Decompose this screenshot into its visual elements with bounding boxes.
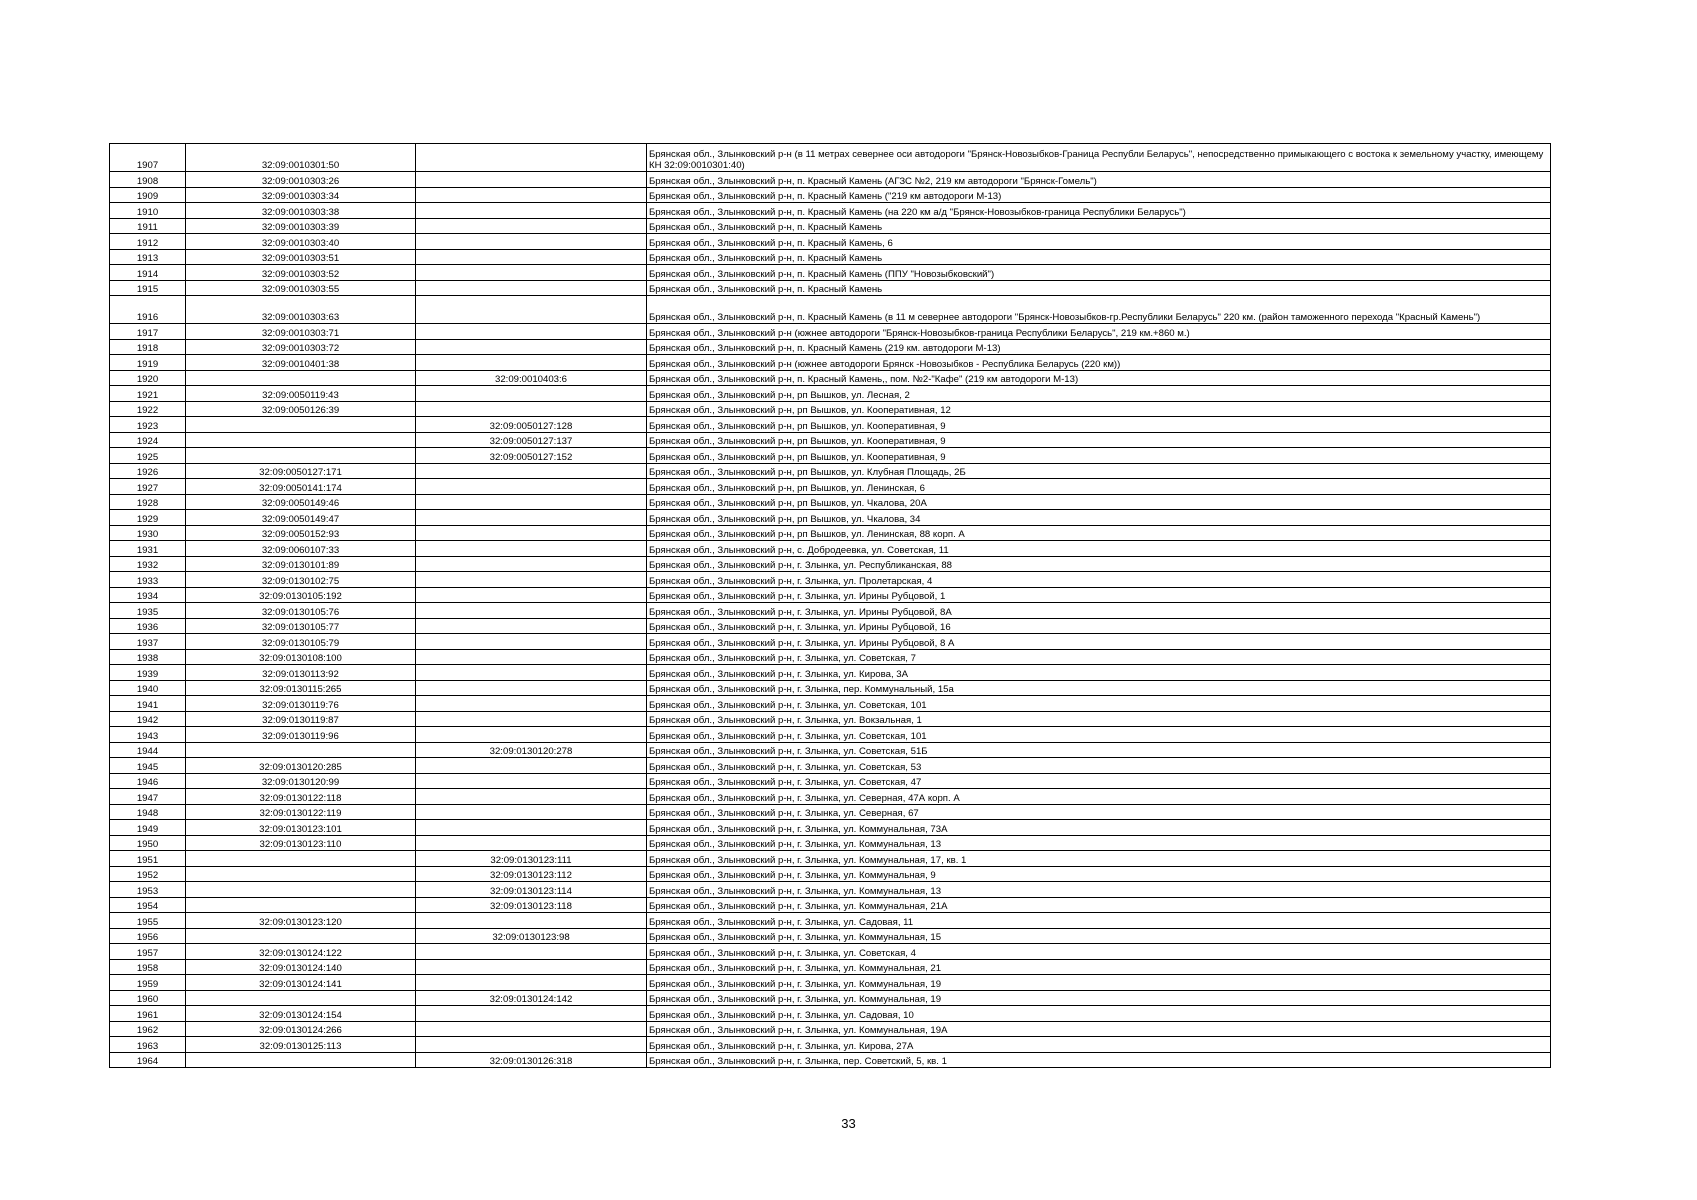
land-cadastral-number-cell: 32:09:0010303:72 [186,339,416,355]
address-cell: Брянская обл., Злынковский р-н, г. Злынка, ул. Садовая, 11 [647,913,1551,929]
object-cadastral-number-cell [416,525,647,541]
object-cadastral-number-cell [416,1037,647,1053]
address-cell: Брянская обл., Злынковский р-н, г. Злынка, ул. Ирины Рубцовой, 8 А [647,634,1551,650]
table-row [110,448,1551,464]
land-cadastral-number-cell: 32:09:0130102:75 [186,572,416,588]
address-cell: Брянская обл., Злынковский р-н, рп Вышков, ул. Ленинская, 88 корп. А [647,525,1551,541]
land-cadastral-number-cell: 32:09:0130125:113 [186,1037,416,1053]
table-row [110,758,1551,774]
land-cadastral-number-cell: 32:09:0130105:192 [186,587,416,603]
object-cadastral-number-cell [416,773,647,789]
table-row [110,324,1551,340]
row-number-cell: 1958 [110,959,186,975]
table-row [110,603,1551,619]
table-row [110,417,1551,433]
row-number-cell: 1951 [110,851,186,867]
row-number-cell: 1947 [110,789,186,805]
table-row [110,355,1551,371]
land-cadastral-number-cell: 32:09:0010303:52 [186,265,416,281]
object-cadastral-number-cell: 32:09:0130124:142 [416,990,647,1006]
address-cell: Брянская обл., Злынковский р-н, п. Красный Камень [647,280,1551,296]
table-row [110,835,1551,851]
row-number-cell: 1955 [110,913,186,929]
row-number-cell: 1909 [110,187,186,203]
table-row [110,401,1551,417]
land-cadastral-number-cell: 32:09:0010301:50 [186,144,416,172]
address-cell: Брянская обл., Злынковский р-н, г. Злынка, ул. Коммунальная, 13 [647,882,1551,898]
object-cadastral-number-cell [416,339,647,355]
land-cadastral-number-cell [186,432,416,448]
land-cadastral-number-cell [186,928,416,944]
object-cadastral-number-cell [416,587,647,603]
object-cadastral-number-cell [416,680,647,696]
land-cadastral-number-cell: 32:09:0130124:141 [186,975,416,991]
table-row [110,882,1551,898]
address-cell: Брянская обл., Злынковский р-н, г. Злынка, ул. Ирины Рубцовой, 8А [647,603,1551,619]
address-cell: Брянская обл., Злынковский р-н, рп Вышков, ул. Кооперативная, 9 [647,448,1551,464]
object-cadastral-number-cell [416,249,647,265]
table-row [110,386,1551,402]
address-cell: Брянская обл., Злынковский р-н, г. Злынка, ул. Коммунальная, 9 [647,866,1551,882]
land-cadastral-number-cell: 32:09:0130120:99 [186,773,416,789]
row-number-cell: 1932 [110,556,186,572]
object-cadastral-number-cell [416,203,647,219]
address-cell: Брянская обл., Злынковский р-н, п. Красный Камень (219 км. автодороги М-13) [647,339,1551,355]
land-cadastral-number-cell: 32:09:0010303:26 [186,172,416,188]
land-cadastral-number-cell: 32:09:0050149:46 [186,494,416,510]
land-cadastral-number-cell [186,990,416,1006]
object-cadastral-number-cell [416,758,647,774]
row-number-cell: 1964 [110,1052,186,1068]
table-row [110,203,1551,219]
table-row [110,851,1551,867]
address-cell: Брянская обл., Злынковский р-н, г. Злынка, пер. Советский, 5, кв. 1 [647,1052,1551,1068]
object-cadastral-number-cell [416,386,647,402]
object-cadastral-number-cell [416,1021,647,1037]
land-cadastral-number-cell [186,851,416,867]
row-number-cell: 1952 [110,866,186,882]
address-cell: Брянская обл., Злынковский р-н, г. Злынка, ул. Коммунальная, 17, кв. 1 [647,851,1551,867]
address-cell: Брянская обл., Злынковский р-н, г. Злынка, ул. Коммунальная, 19 [647,975,1551,991]
table-row [110,618,1551,634]
table-row [110,296,1551,324]
row-number-cell: 1944 [110,742,186,758]
row-number-cell: 1959 [110,975,186,991]
land-cadastral-number-cell: 32:09:0130105:79 [186,634,416,650]
address-cell: Брянская обл., Злынковский р-н, рп Вышков, ул. Кооперативная, 12 [647,401,1551,417]
row-number-cell: 1910 [110,203,186,219]
address-cell: Брянская обл., Злынковский р-н, г. Злынка, ул. Коммунальная, 13 [647,835,1551,851]
land-cadastral-number-cell: 32:09:0010303:38 [186,203,416,219]
table-row [110,649,1551,665]
address-cell: Брянская обл., Злынковский р-н, п. Красный Камень [647,218,1551,234]
object-cadastral-number-cell [416,789,647,805]
land-cadastral-number-cell [186,882,416,898]
object-cadastral-number-cell [416,959,647,975]
table-row [110,144,1551,172]
address-cell: Брянская обл., Злынковский р-н, г. Злынка, ул. Садовая, 10 [647,1006,1551,1022]
land-cadastral-number-cell: 32:09:0130115:265 [186,680,416,696]
object-cadastral-number-cell [416,234,647,250]
row-number-cell: 1912 [110,234,186,250]
table-row [110,990,1551,1006]
address-cell: Брянская обл., Злынковский р-н, п. Красный Камень (АГЗС №2, 219 км автодороги "Брянск-Гомель") [647,172,1551,188]
table-row [110,928,1551,944]
address-cell: Брянская обл., Злынковский р-н, г. Злынка, ул. Северная, 67 [647,804,1551,820]
object-cadastral-number-cell: 32:09:0010403:6 [416,370,647,386]
table-row [110,727,1551,743]
row-number-cell: 1907 [110,144,186,172]
land-cadastral-number-cell: 32:09:0130113:92 [186,665,416,681]
row-number-cell: 1936 [110,618,186,634]
table-row [110,959,1551,975]
address-cell: Брянская обл., Злынковский р-н, г. Злынка, ул. Советская, 53 [647,758,1551,774]
object-cadastral-number-cell [416,541,647,557]
object-cadastral-number-cell [416,144,647,172]
land-cadastral-number-cell: 32:09:0060107:33 [186,541,416,557]
land-cadastral-number-cell [186,866,416,882]
row-number-cell: 1956 [110,928,186,944]
address-cell: Брянская обл., Злынковский р-н, п. Красный Камень, 6 [647,234,1551,250]
address-cell: Брянская обл., Злынковский р-н, г. Злынка, ул. Советская, 101 [647,696,1551,712]
address-cell: Брянская обл., Злынковский р-н (в 11 метрах севернее оси автодороги "Брянск-Новозыбков-Граница Республи Беларусь", непосредственно примыкающего с востока к земельному участку, имеющему КН 32:09:0010301:40) [647,144,1551,172]
address-cell: Брянская обл., Злынковский р-н, г. Злынка, ул. Советская, 7 [647,649,1551,665]
table-row [110,866,1551,882]
object-cadastral-number-cell [416,835,647,851]
land-cadastral-number-cell [186,448,416,464]
row-number-cell: 1943 [110,727,186,743]
table-row [110,1006,1551,1022]
row-number-cell: 1920 [110,370,186,386]
address-cell: Брянская обл., Злынковский р-н, г. Злынка, ул. Коммунальная, 73А [647,820,1551,836]
table-row [110,187,1551,203]
address-cell: Брянская обл., Злынковский р-н, г. Злынка, ул. Ирины Рубцовой, 1 [647,587,1551,603]
land-cadastral-number-cell: 32:09:0010303:51 [186,249,416,265]
table-row [110,494,1551,510]
address-cell: Брянская обл., Злынковский р-н, с. Добродеевка, ул. Советская, 11 [647,541,1551,557]
row-number-cell: 1950 [110,835,186,851]
table-row [110,234,1551,250]
address-cell: Брянская обл., Злынковский р-н, п. Красный Камень ("219 км автодороги М-13) [647,187,1551,203]
object-cadastral-number-cell [416,603,647,619]
row-number-cell: 1922 [110,401,186,417]
object-cadastral-number-cell [416,572,647,588]
object-cadastral-number-cell [416,463,647,479]
address-cell: Брянская обл., Злынковский р-н, г. Злынка, ул. Коммунальная, 15 [647,928,1551,944]
object-cadastral-number-cell [416,401,647,417]
object-cadastral-number-cell [416,618,647,634]
object-cadastral-number-cell: 32:09:0130123:114 [416,882,647,898]
row-number-cell: 1918 [110,339,186,355]
object-cadastral-number-cell: 32:09:0050127:128 [416,417,647,433]
address-cell: Брянская обл., Злынковский р-н, г. Злынка, ул. Коммунальная, 19А [647,1021,1551,1037]
row-number-cell: 1913 [110,249,186,265]
land-cadastral-number-cell: 32:09:0010303:55 [186,280,416,296]
land-cadastral-number-cell: 32:09:0130119:76 [186,696,416,712]
table-row [110,913,1551,929]
table-row [110,479,1551,495]
object-cadastral-number-cell [416,265,647,281]
table-row [110,218,1551,234]
object-cadastral-number-cell [416,479,647,495]
table-row [110,265,1551,281]
land-cadastral-number-cell: 32:09:0130119:87 [186,711,416,727]
land-cadastral-number-cell: 32:09:0130124:266 [186,1021,416,1037]
object-cadastral-number-cell: 32:09:0130123:112 [416,866,647,882]
address-cell: Брянская обл., Злынковский р-н, п. Красный Камень (ППУ "Новозыбковский") [647,265,1551,281]
row-number-cell: 1926 [110,463,186,479]
address-cell: Брянская обл., Злынковский р-н, г. Злынка, ул. Вокзальная, 1 [647,711,1551,727]
row-number-cell: 1953 [110,882,186,898]
table-row [110,572,1551,588]
object-cadastral-number-cell: 32:09:0050127:152 [416,448,647,464]
row-number-cell: 1960 [110,990,186,1006]
object-cadastral-number-cell: 32:09:0130123:98 [416,928,647,944]
row-number-cell: 1962 [110,1021,186,1037]
table-row [110,1037,1551,1053]
object-cadastral-number-cell [416,510,647,526]
table-row [110,820,1551,836]
object-cadastral-number-cell: 32:09:0130123:111 [416,851,647,867]
table-row [110,463,1551,479]
land-cadastral-number-cell [186,742,416,758]
land-cadastral-number-cell: 32:09:0010303:63 [186,296,416,324]
row-number-cell: 1916 [110,296,186,324]
row-number-cell: 1935 [110,603,186,619]
address-cell: Брянская обл., Злынковский р-н, г. Злынка, ул. Северная, 47А корп. А [647,789,1551,805]
row-number-cell: 1942 [110,711,186,727]
address-cell: Брянская обл., Злынковский р-н, г. Злынка, ул. Республиканская, 88 [647,556,1551,572]
table-row [110,587,1551,603]
object-cadastral-number-cell [416,1006,647,1022]
object-cadastral-number-cell [416,711,647,727]
row-number-cell: 1945 [110,758,186,774]
address-cell: Брянская обл., Злынковский р-н, рп Вышков, ул. Чкалова, 34 [647,510,1551,526]
land-cadastral-number-cell: 32:09:0010303:71 [186,324,416,340]
row-number-cell: 1930 [110,525,186,541]
address-cell: Брянская обл., Злынковский р-н, п. Красный Камень,, пом. №2-"Кафе" (219 км автодороги М-13) [647,370,1551,386]
row-number-cell: 1915 [110,280,186,296]
row-number-cell: 1940 [110,680,186,696]
row-number-cell: 1957 [110,944,186,960]
table-row [110,370,1551,386]
object-cadastral-number-cell [416,975,647,991]
address-cell: Брянская обл., Злынковский р-н, г. Злынка, ул. Кирова, 3А [647,665,1551,681]
land-cadastral-number-cell: 32:09:0130122:119 [186,804,416,820]
table-row [110,944,1551,960]
object-cadastral-number-cell [416,494,647,510]
land-cadastral-number-cell: 32:09:0130122:118 [186,789,416,805]
row-number-cell: 1917 [110,324,186,340]
row-number-cell: 1925 [110,448,186,464]
table-row [110,339,1551,355]
address-cell: Брянская обл., Злынковский р-н, г. Злынка, ул. Пролетарская, 4 [647,572,1551,588]
address-cell: Брянская обл., Злынковский р-н, г. Злынка, пер. Коммунальный, 15а [647,680,1551,696]
object-cadastral-number-cell [416,556,647,572]
object-cadastral-number-cell [416,820,647,836]
land-cadastral-number-cell: 32:09:0130119:96 [186,727,416,743]
table-row [110,680,1551,696]
table-row [110,634,1551,650]
row-number-cell: 1908 [110,172,186,188]
row-number-cell: 1931 [110,541,186,557]
land-cadastral-number-cell: 32:09:0050152:93 [186,525,416,541]
address-cell: Брянская обл., Злынковский р-н, г. Злынка, ул. Коммунальная, 21А [647,897,1551,913]
table-row [110,432,1551,448]
row-number-cell: 1934 [110,587,186,603]
table-row [110,665,1551,681]
row-number-cell: 1941 [110,696,186,712]
table-row [110,711,1551,727]
object-cadastral-number-cell [416,296,647,324]
address-cell: Брянская обл., Злынковский р-н, рп Вышков, ул. Ленинская, 6 [647,479,1551,495]
land-cadastral-number-cell [186,417,416,433]
land-cadastral-number-cell: 32:09:0010303:40 [186,234,416,250]
row-number-cell: 1924 [110,432,186,448]
land-cadastral-number-cell: 32:09:0130124:154 [186,1006,416,1022]
address-cell: Брянская обл., Злынковский р-н (южнее автодороги Брянск -Новозыбков - Республика Беларусь (220 км)) [647,355,1551,371]
land-cadastral-number-cell: 32:09:0010303:34 [186,187,416,203]
row-number-cell: 1933 [110,572,186,588]
table-row [110,510,1551,526]
table-row [110,773,1551,789]
land-cadastral-number-cell: 32:09:0130123:110 [186,835,416,851]
row-number-cell: 1923 [110,417,186,433]
row-number-cell: 1929 [110,510,186,526]
row-number-cell: 1949 [110,820,186,836]
row-number-cell: 1946 [110,773,186,789]
table-row [110,789,1551,805]
address-cell: Брянская обл., Злынковский р-н, рп Вышков, ул. Кооперативная, 9 [647,432,1551,448]
object-cadastral-number-cell: 32:09:0130126:318 [416,1052,647,1068]
row-number-cell: 1914 [110,265,186,281]
object-cadastral-number-cell [416,913,647,929]
row-number-cell: 1961 [110,1006,186,1022]
row-number-cell: 1927 [110,479,186,495]
address-cell: Брянская обл., Злынковский р-н, рп Вышков, ул. Чкалова, 20А [647,494,1551,510]
row-number-cell: 1919 [110,355,186,371]
land-cadastral-number-cell [186,370,416,386]
land-cadastral-number-cell: 32:09:0050149:47 [186,510,416,526]
object-cadastral-number-cell [416,634,647,650]
address-cell: Брянская обл., Злынковский р-н, п. Красный Камень [647,249,1551,265]
table-row [110,897,1551,913]
object-cadastral-number-cell [416,355,647,371]
address-cell: Брянская обл., Злынковский р-н, п. Красный Камень (на 220 км а/д "Брянск-Новозыбков-граница Республики Беларусь") [647,203,1551,219]
land-cadastral-number-cell [186,897,416,913]
object-cadastral-number-cell: 32:09:0130120:278 [416,742,647,758]
land-cadastral-number-cell: 32:09:0130105:77 [186,618,416,634]
object-cadastral-number-cell [416,696,647,712]
land-cadastral-number-cell: 32:09:0050126:39 [186,401,416,417]
object-cadastral-number-cell: 32:09:0130123:118 [416,897,647,913]
row-number-cell: 1937 [110,634,186,650]
table-row [110,249,1551,265]
row-number-cell: 1911 [110,218,186,234]
row-number-cell: 1939 [110,665,186,681]
object-cadastral-number-cell [416,280,647,296]
row-number-cell: 1921 [110,386,186,402]
table-row [110,804,1551,820]
row-number-cell: 1948 [110,804,186,820]
table-row [110,280,1551,296]
row-number-cell: 1954 [110,897,186,913]
table-row [110,1052,1551,1068]
land-cadastral-number-cell: 32:09:0050119:43 [186,386,416,402]
address-cell: Брянская обл., Злынковский р-н, рп Вышков, ул. Клубная Площадь, 2Б [647,463,1551,479]
object-cadastral-number-cell [416,187,647,203]
object-cadastral-number-cell [416,172,647,188]
table-row [110,742,1551,758]
table-row [110,696,1551,712]
address-cell: Брянская обл., Злынковский р-н, г. Злынка, ул. Ирины Рубцовой, 16 [647,618,1551,634]
table-row [110,541,1551,557]
address-cell: Брянская обл., Злынковский р-н, рп Вышков, ул. Кооперативная, 9 [647,417,1551,433]
object-cadastral-number-cell [416,944,647,960]
address-cell: Брянская обл., Злынковский р-н, г. Злынка, ул. Советская, 4 [647,944,1551,960]
land-cadastral-number-cell: 32:09:0130124:122 [186,944,416,960]
cadastral-table [109,143,1551,1068]
land-cadastral-number-cell: 32:09:0130120:285 [186,758,416,774]
land-cadastral-number-cell: 32:09:0050141:174 [186,479,416,495]
table-row [110,556,1551,572]
address-cell: Брянская обл., Злынковский р-н, п. Красный Камень (в 11 м севернее автодороги "Брянск-Новозыбков-гр.Республики Беларусь" 220 км. (район таможенного перехода "Красный Камень") [647,296,1551,324]
object-cadastral-number-cell [416,324,647,340]
object-cadastral-number-cell [416,665,647,681]
land-cadastral-number-cell: 32:09:0130123:120 [186,913,416,929]
address-cell: Брянская обл., Злынковский р-н, г. Злынка, ул. Коммунальная, 21 [647,959,1551,975]
row-number-cell: 1928 [110,494,186,510]
address-cell: Брянская обл., Злынковский р-н, г. Злынка, ул. Кирова, 27А [647,1037,1551,1053]
land-cadastral-number-cell: 32:09:0130123:101 [186,820,416,836]
page-number: 33 [841,1116,856,1131]
address-cell: Брянская обл., Злынковский р-н, г. Злынка, ул. Советская, 101 [647,727,1551,743]
table-row [110,172,1551,188]
row-number-cell: 1938 [110,649,186,665]
land-cadastral-number-cell: 32:09:0050127:171 [186,463,416,479]
object-cadastral-number-cell [416,649,647,665]
land-cadastral-number-cell: 32:09:0130108:100 [186,649,416,665]
land-cadastral-number-cell: 32:09:0010401:38 [186,355,416,371]
table-row [110,525,1551,541]
address-cell: Брянская обл., Злынковский р-н, г. Злынка, ул. Советская, 51Б [647,742,1551,758]
address-cell: Брянская обл., Злынковский р-н, г. Злынка, ул. Советская, 47 [647,773,1551,789]
land-cadastral-number-cell: 32:09:0010303:39 [186,218,416,234]
object-cadastral-number-cell [416,804,647,820]
land-cadastral-number-cell: 32:09:0130105:76 [186,603,416,619]
table-row [110,1021,1551,1037]
row-number-cell: 1963 [110,1037,186,1053]
land-cadastral-number-cell: 32:09:0130101:89 [186,556,416,572]
object-cadastral-number-cell [416,727,647,743]
object-cadastral-number-cell: 32:09:0050127:137 [416,432,647,448]
address-cell: Брянская обл., Злынковский р-н (южнее автодороги "Брянск-Новозыбков-граница Республики Беларусь", 219 км.+860 м.) [647,324,1551,340]
address-cell: Брянская обл., Злынковский р-н, г. Злынка, ул. Коммунальная, 19 [647,990,1551,1006]
land-cadastral-number-cell [186,1052,416,1068]
land-cadastral-number-cell: 32:09:0130124:140 [186,959,416,975]
table-row [110,975,1551,991]
object-cadastral-number-cell [416,218,647,234]
address-cell: Брянская обл., Злынковский р-н, рп Вышков, ул. Лесная, 2 [647,386,1551,402]
